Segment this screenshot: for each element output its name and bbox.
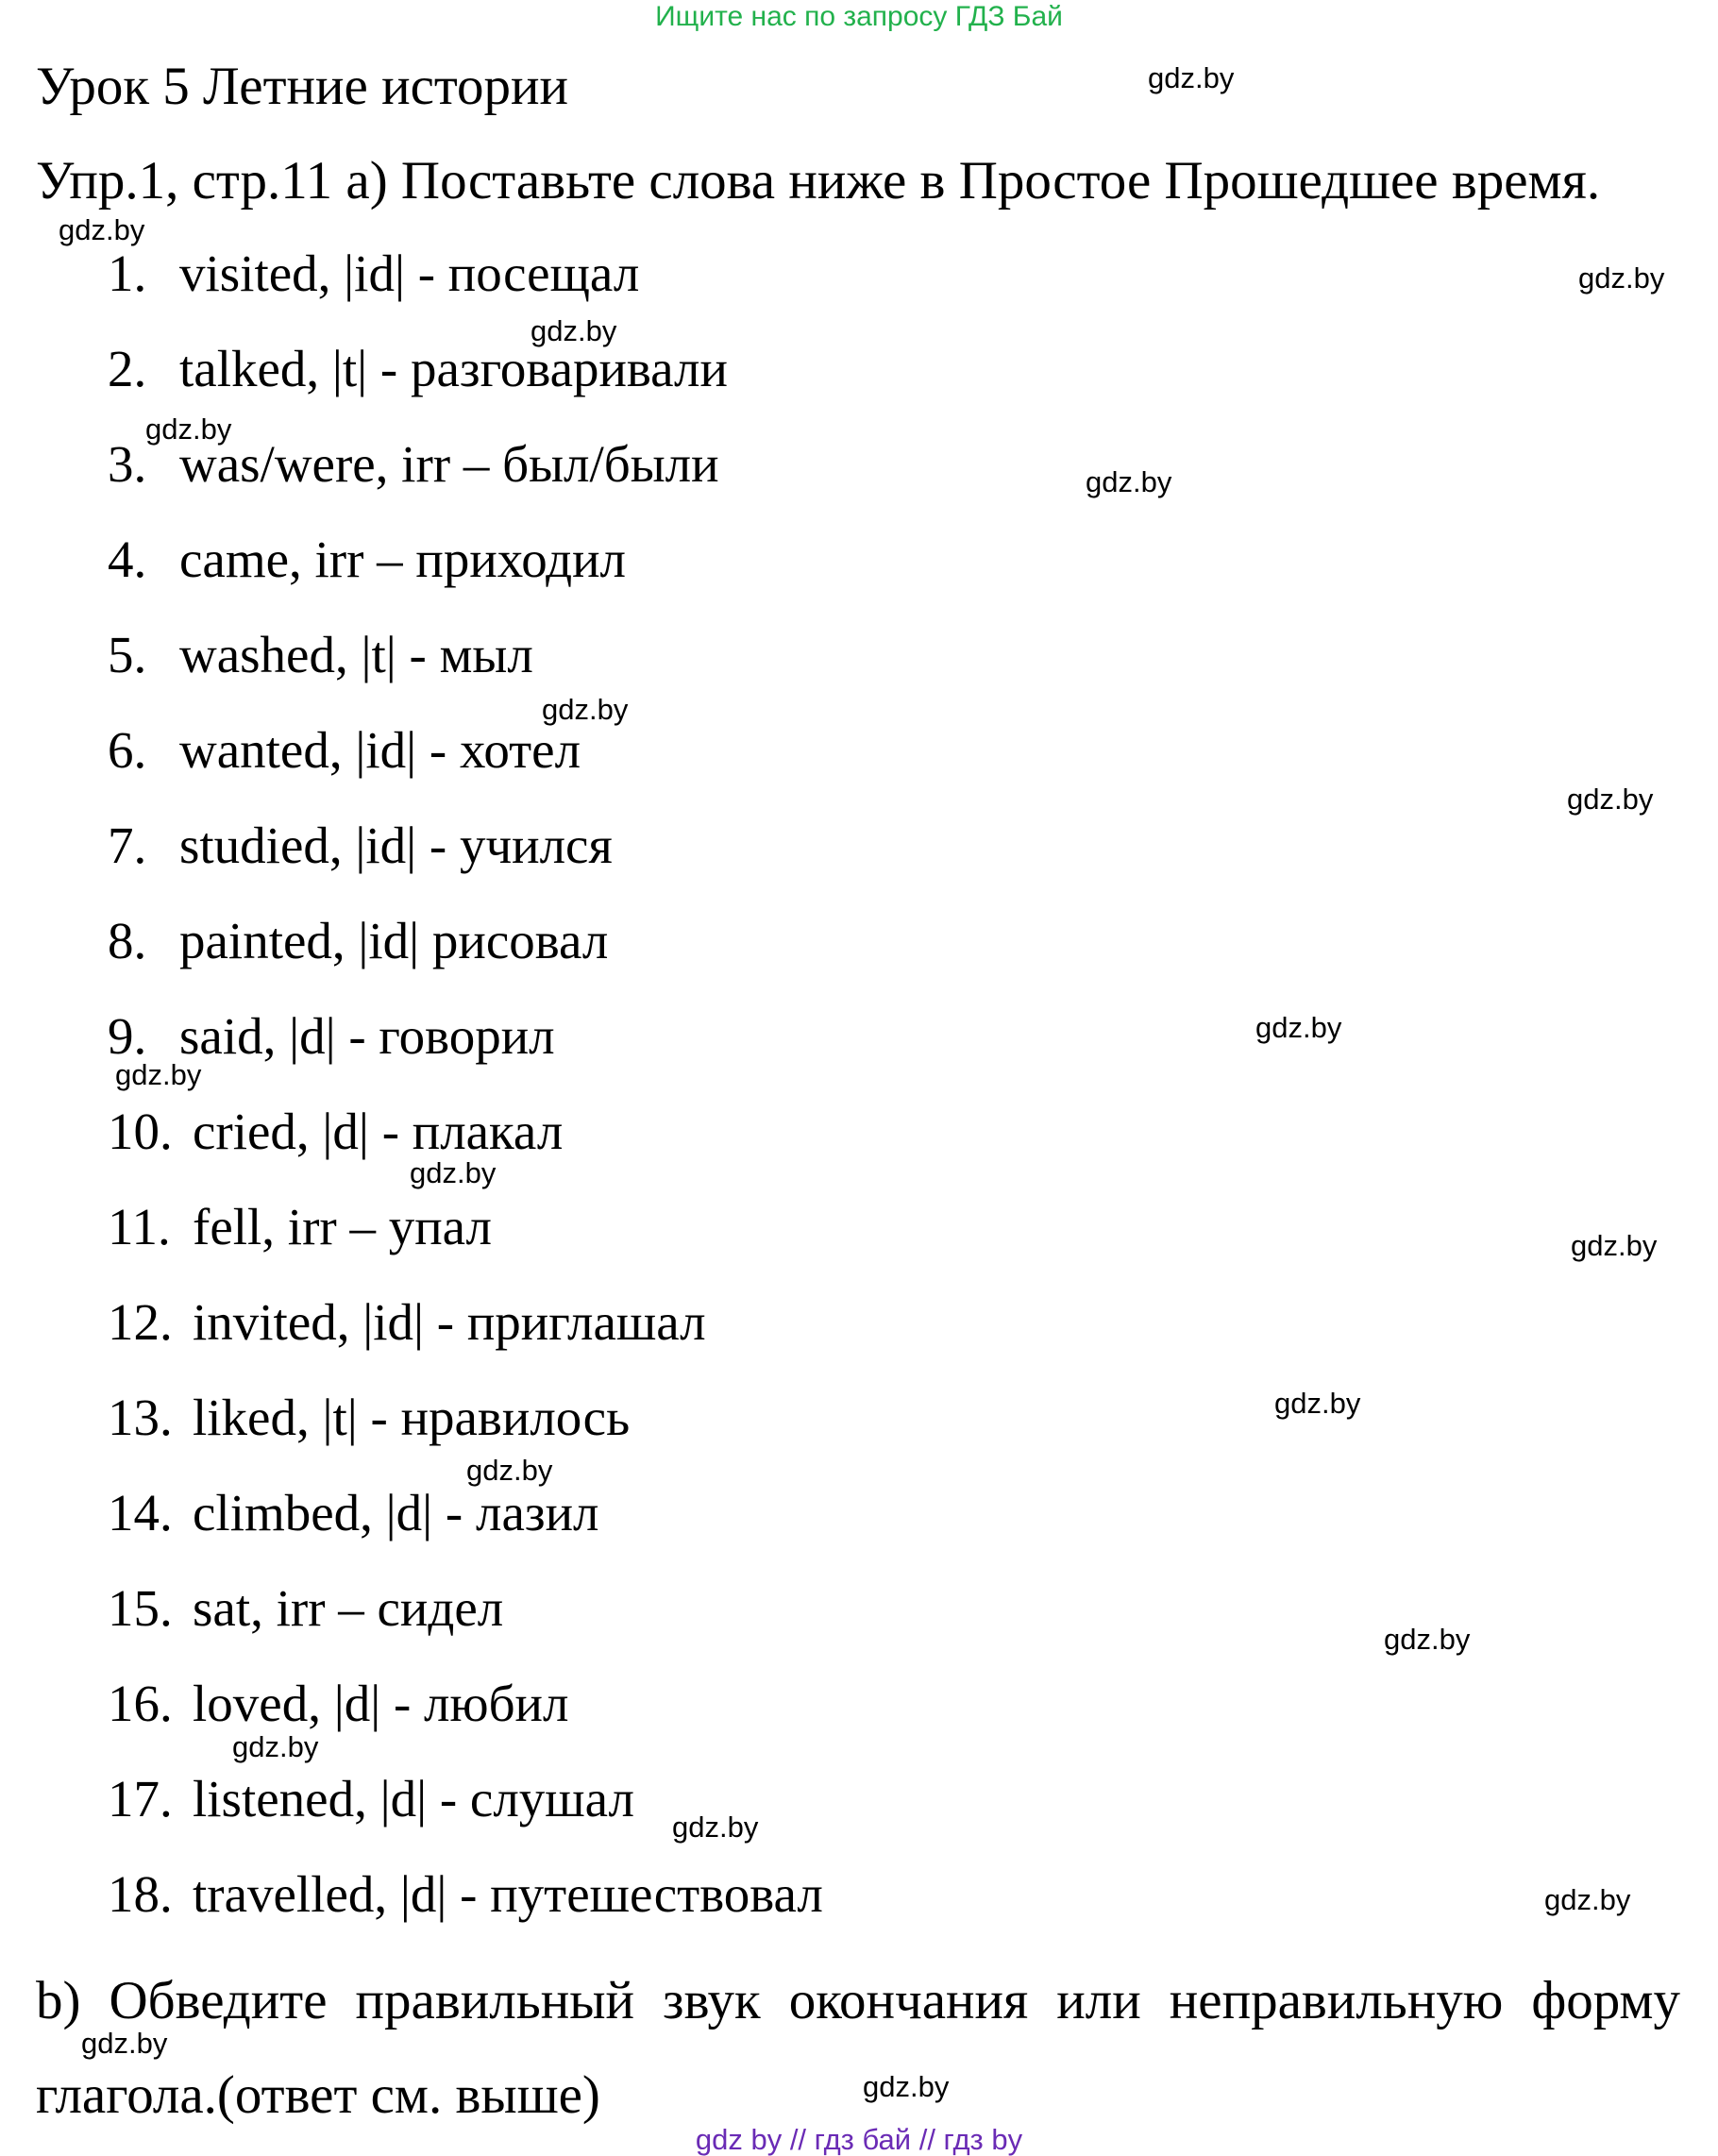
- item-number: 12.: [108, 1293, 173, 1351]
- watermark: gdz.by: [410, 1156, 497, 1189]
- watermark: gdz.by: [1567, 783, 1654, 816]
- item-text: talked, |t| - разговаривали: [179, 340, 728, 397]
- item-number: 16.: [108, 1675, 173, 1732]
- list-item: [108, 1388, 823, 1483]
- item-number: 4.: [108, 531, 147, 588]
- item-number: 5.: [108, 626, 147, 683]
- item-text: wanted, |id| - хотел: [179, 721, 581, 779]
- watermark: gdz.by: [672, 1811, 759, 1844]
- list-item: [108, 1674, 823, 1769]
- list-item: [108, 720, 823, 816]
- item-text: climbed, |d| - лазил: [193, 1484, 599, 1541]
- item-number: 11.: [108, 1198, 171, 1255]
- item-number: 18.: [108, 1865, 173, 1923]
- list-item: [108, 244, 823, 339]
- item-number: 13.: [108, 1389, 173, 1446]
- watermark: gdz.by: [1255, 1011, 1342, 1044]
- watermark: gdz.by: [232, 1730, 319, 1763]
- watermark: gdz.by: [59, 213, 145, 246]
- list-item: [108, 625, 823, 720]
- answers-list: [108, 244, 823, 1960]
- watermark: gdz.by: [542, 693, 629, 726]
- list-item: [108, 1006, 823, 1102]
- watermark: gdz.by: [863, 2070, 950, 2103]
- item-text: fell, irr – упал: [193, 1198, 492, 1255]
- list-item: [108, 1197, 823, 1292]
- list-item: [108, 1292, 823, 1388]
- item-number: 14.: [108, 1484, 173, 1541]
- watermark: gdz.by: [1384, 1623, 1471, 1656]
- top-banner: Ищите нас по запросу ГДЗ Бай: [655, 1, 1063, 32]
- item-text: sat, irr – сидел: [193, 1579, 504, 1637]
- item-text: was/were, irr – был/были: [179, 435, 719, 493]
- item-number: 15.: [108, 1579, 173, 1637]
- item-number: 7.: [108, 817, 147, 874]
- item-text: travelled, |d| - путешествовал: [193, 1865, 823, 1923]
- exercise-instruction: Упр.1, стр.11 а) Поставьте слова ниже в Простое Прошедшее время.: [36, 151, 1601, 211]
- item-text: washed, |t| - мыл: [179, 626, 533, 683]
- item-text: loved, |d| - любил: [193, 1675, 569, 1732]
- footer-watermark: gdz by // гдз бай // гдз by: [695, 2123, 1023, 2156]
- item-number: 8.: [108, 912, 147, 969]
- item-text: invited, |id| - приглашал: [193, 1293, 706, 1351]
- watermark: gdz.by: [531, 314, 617, 347]
- item-text: studied, |id| - учился: [179, 817, 613, 874]
- watermark: gdz.by: [1274, 1387, 1361, 1420]
- list-item: [108, 1864, 823, 1960]
- item-number: 9.: [108, 1007, 147, 1065]
- item-number: 2.: [108, 340, 147, 397]
- item-number: 6.: [108, 721, 147, 779]
- watermark: gdz.by: [145, 413, 232, 446]
- watermark: gdz.by: [466, 1454, 553, 1487]
- list-item: [108, 911, 823, 1006]
- watermark: gdz.by: [1148, 61, 1235, 94]
- item-number: 17.: [108, 1770, 173, 1828]
- item-text: liked, |t| - нравилось: [193, 1389, 631, 1446]
- item-number: 1.: [108, 244, 147, 302]
- item-text: painted, |id| рисовал: [179, 912, 609, 969]
- list-item: [108, 530, 823, 625]
- item-text: visited, |id| - посещал: [179, 244, 640, 302]
- watermark: gdz.by: [1578, 261, 1665, 295]
- item-text: said, |d| - говорил: [179, 1007, 555, 1065]
- item-text: listened, |d| - слушал: [193, 1770, 634, 1828]
- item-number: 3.: [108, 435, 147, 493]
- list-item: [108, 434, 823, 530]
- watermark: gdz.by: [1086, 465, 1172, 498]
- list-item: [108, 1578, 823, 1674]
- item-number: 10.: [108, 1103, 173, 1160]
- watermark: gdz.by: [81, 2027, 168, 2060]
- list-item: [108, 1483, 823, 1578]
- item-text: came, irr – приходил: [179, 531, 626, 588]
- item-text: cried, |d| - плакал: [193, 1103, 564, 1160]
- list-item: [108, 816, 823, 911]
- watermark: gdz.by: [1544, 1883, 1631, 1916]
- watermark: gdz.by: [115, 1058, 202, 1091]
- lesson-title: Урок 5 Летние истории: [36, 57, 569, 116]
- watermark: gdz.by: [1571, 1229, 1658, 1262]
- exercise-part-b: b) Обведите правильный звук окончания или неправильную форму глагола.(ответ см. выше): [36, 1971, 1680, 2125]
